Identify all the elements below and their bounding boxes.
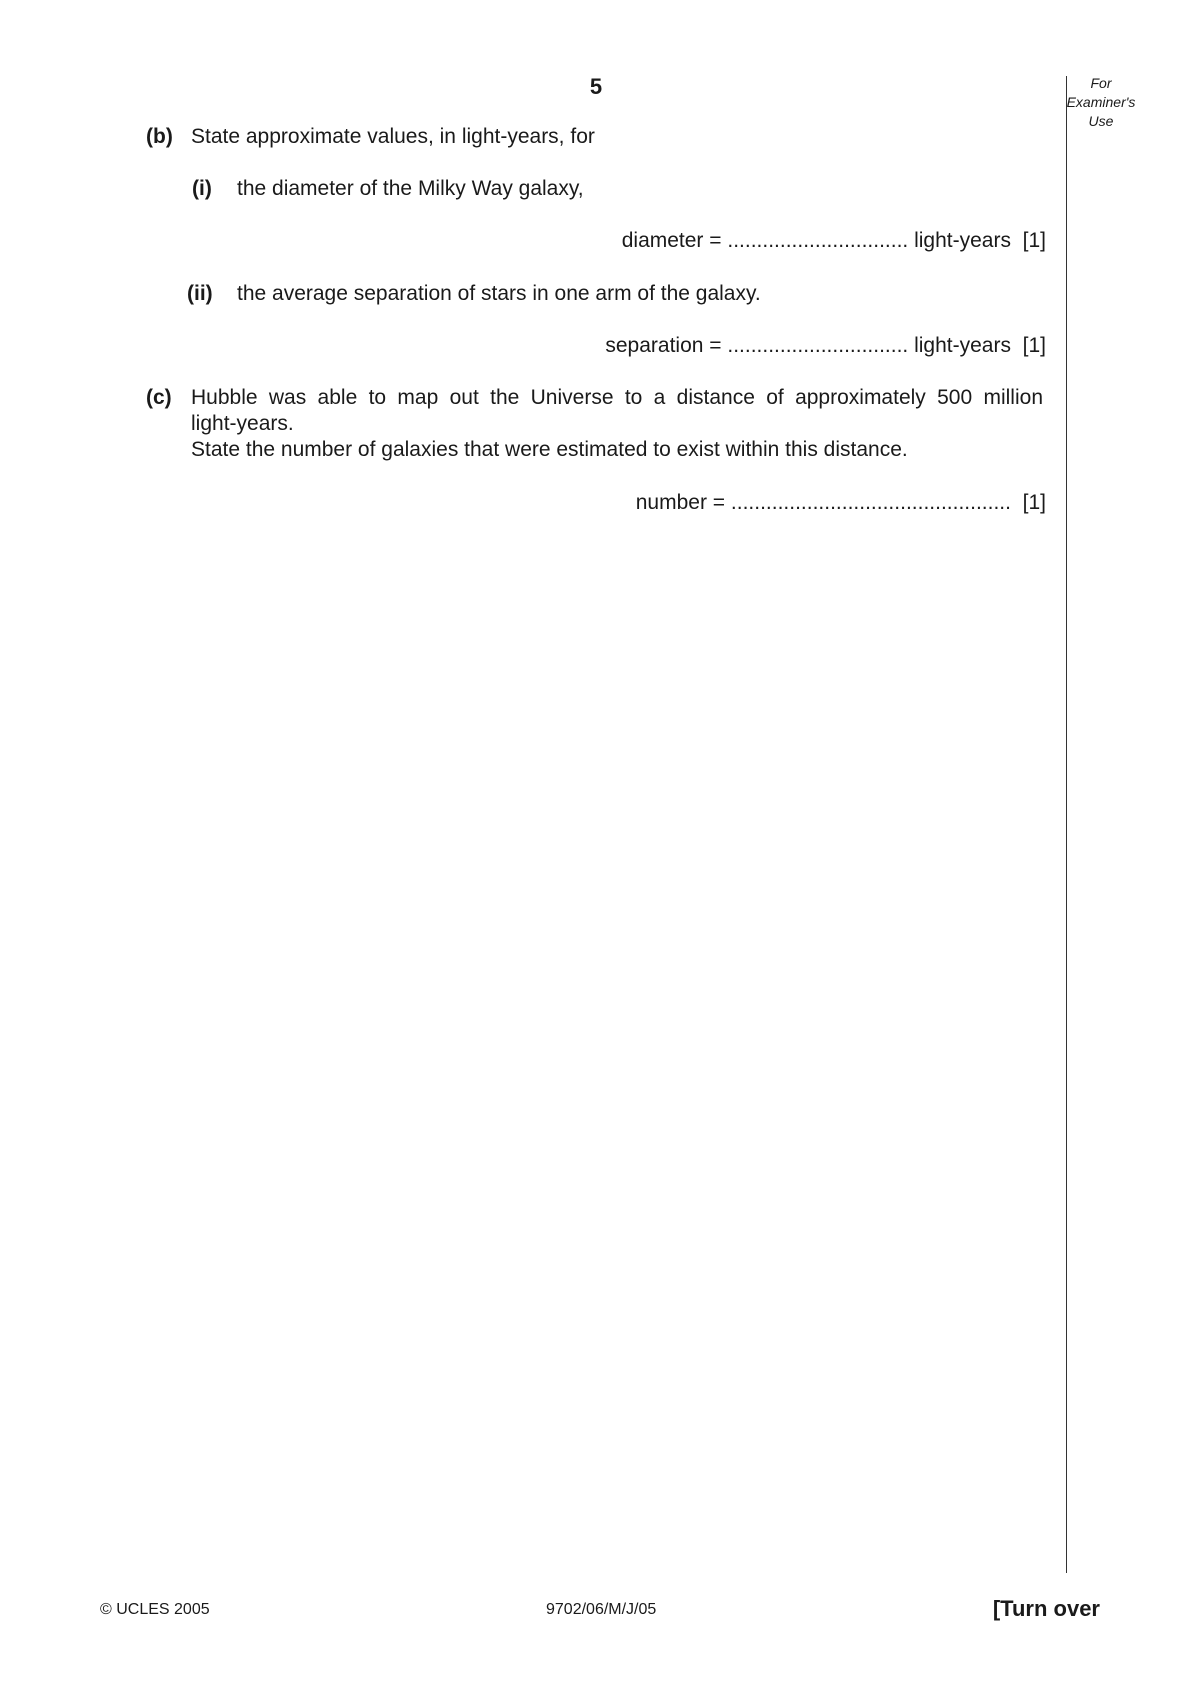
- subquestion-text-ii: the average separation of stars in one arm of the galaxy.: [237, 282, 761, 305]
- examiner-margin-divider: [1066, 76, 1067, 1573]
- question-label-c: (c): [146, 386, 172, 409]
- question-text-c-line2: light-years.: [191, 412, 294, 435]
- page-number: 5: [589, 74, 603, 99]
- answer-prefix: diameter =: [621, 229, 722, 252]
- marks: [1]: [1022, 229, 1046, 252]
- subquestion-label-i: (i): [192, 177, 212, 200]
- examiner-label-line: Examiner's: [1066, 94, 1136, 110]
- answer-line-separation: [605, 333, 1046, 359]
- answer-unit: light-years: [914, 229, 1011, 252]
- examiner-label-line: Use: [1088, 113, 1114, 129]
- turn-over-label: [Turn over: [992, 1596, 1100, 1621]
- answer-unit: light-years: [914, 334, 1011, 357]
- question-text-b: State approximate values, in light-years, for: [191, 125, 595, 148]
- answer-line-diameter: [622, 228, 1046, 254]
- question-text-c-line1: Hubble was able to map out the Universe to a distance of approximately 500 million: [191, 386, 1043, 409]
- answer-blank[interactable]: ...............................: [727, 229, 909, 252]
- footer-paper-code: 9702/06/M/J/05: [546, 1601, 657, 1618]
- footer-copyright: © UCLES 2005: [100, 1601, 210, 1618]
- examiner-use-label: [1056, 74, 1146, 131]
- subquestion-label-ii: (ii): [187, 282, 213, 305]
- question-label-b: (b): [146, 125, 173, 148]
- marks: [1]: [1022, 491, 1046, 514]
- subquestion-text-i: the diameter of the Milky Way galaxy,: [237, 177, 584, 200]
- answer-blank[interactable]: ...............................: [727, 334, 909, 357]
- answer-blank[interactable]: ................................................: [730, 491, 1011, 514]
- examiner-label-line: For: [1090, 75, 1112, 91]
- marks: [1]: [1022, 334, 1046, 357]
- answer-line-number: [636, 490, 1046, 516]
- answer-prefix: number =: [635, 491, 726, 514]
- question-text-c-line3: State the number of galaxies that were estimated to exist within this distance.: [191, 438, 908, 461]
- answer-prefix: separation =: [605, 334, 722, 357]
